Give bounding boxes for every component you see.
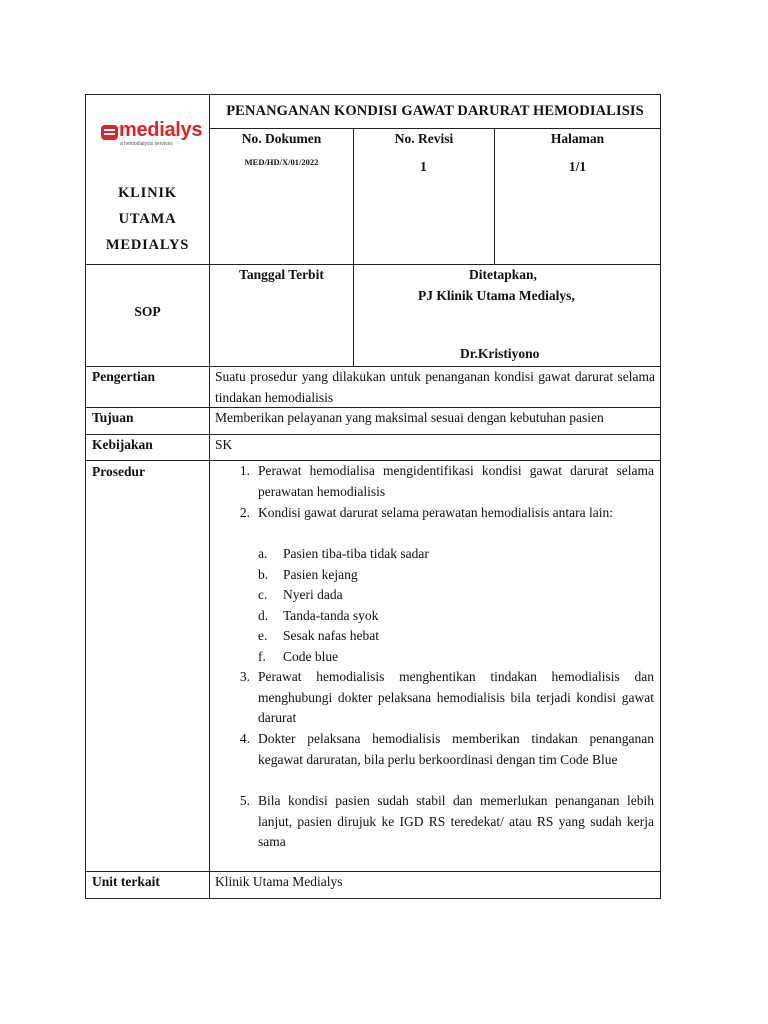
page-label: Halaman <box>550 131 605 146</box>
step-number: 3. <box>239 669 250 684</box>
clinic-name-line-2: UTAMA <box>118 211 177 227</box>
prosedur-divider <box>85 871 661 872</box>
revision-label: No. Revisi <box>394 131 454 146</box>
sub-item-letter: b. <box>258 566 269 582</box>
sub-item-text: Pasien tiba-tiba tidak sadar <box>283 546 429 561</box>
step-text: Kondisi gawat darurat selama perawatan hemodialisis antara lain: <box>258 505 613 520</box>
approver-name: Dr.Kristiyono <box>460 346 540 361</box>
kebijakan-text: SK <box>215 437 233 452</box>
revision-value: 1 <box>420 159 427 174</box>
unit-terkait-label: Unit terkait <box>92 874 160 889</box>
sub-item-text: Sesak nafas hebat <box>283 628 379 643</box>
kebijakan-label: Kebijakan <box>92 437 153 452</box>
doc-number-label: No. Dokumen <box>241 131 322 146</box>
page-value: 1/1 <box>568 159 587 174</box>
step-number: 2. <box>239 505 250 520</box>
border-bottom <box>85 898 661 899</box>
sub-item-text: Tanda-tanda syok <box>283 607 379 623</box>
issue-date-label: Tanggal Terbit <box>239 267 324 282</box>
prosedur-list <box>234 461 654 861</box>
sub-item-letter: d. <box>258 607 269 623</box>
step-number: 5. <box>239 793 250 808</box>
sub-item-text: Nyeri dada <box>283 587 343 602</box>
document-title: PENANGANAN KONDISI GAWAT DARURAT HEMODIALISIS <box>226 103 644 119</box>
sub-item-letter: e. <box>258 628 268 643</box>
pengertian-text: Suatu prosedur yang dilakukan untuk penanganan kondisi gawat darurat selama tindakan hemodialisis <box>215 369 655 405</box>
tujuan-text: Memberikan pelayanan yang maksimal sesuai dengan kebutuhan pasien <box>215 410 604 425</box>
label-column-divider <box>209 94 210 899</box>
doc-number-value: MED/HD/X/01/2022 <box>244 157 319 167</box>
sub-item-text: Pasien kejang <box>283 566 358 582</box>
clinic-name-line-3: MEDIALYS <box>105 237 190 253</box>
sub-item-text: Code blue <box>283 648 339 664</box>
sub-item-letter: f. <box>258 648 266 664</box>
step-text: Perawat hemodialisis menghentikan tindakan hemodialisis dan menghubungi dokter pelaksana hemodialisis bila terjadi kondisi gawat darurat <box>258 669 654 725</box>
logo-tagline: a hemodialysis services <box>120 141 173 147</box>
pengertian-label: Pengertian <box>92 369 155 384</box>
step-number: 4. <box>239 731 250 746</box>
step-text: Perawat hemodialisa mengidentifikasi kondisi gawat darurat selama perawatan hemodialisis <box>258 463 654 499</box>
sop-label: SOP <box>134 304 161 319</box>
clinic-name <box>86 180 209 258</box>
logo-wordmark: medialys <box>119 119 203 141</box>
approval-line-1: Ditetapkan, <box>469 267 537 282</box>
revision-column-divider <box>353 128 354 366</box>
approval-line-2: PJ Klinik Utama Medialys, <box>418 288 575 303</box>
tujuan-divider <box>85 434 661 435</box>
step-number: 1. <box>239 463 250 478</box>
border-top <box>85 94 661 95</box>
step-text: Bila kondisi pasien sudah stabil dan memerlukan penanganan lebih lanjut, pasien dirujuk ke IGD RS teredekat/ atau RS yang sudah kerja sama <box>258 793 654 849</box>
sub-item-letter: a. <box>258 546 268 561</box>
step-text: Dokter pelaksana hemodialisis memberikan tindakan penanganan kegawat daruratan, bila perlu berkoordinasi dengan tim Code Blue <box>258 731 654 767</box>
medialys-logo <box>100 119 203 150</box>
prosedur-label: Prosedur <box>92 464 145 479</box>
sub-item-letter: c. <box>258 587 268 602</box>
clinic-name-line-1: KLINIK <box>118 185 177 201</box>
border-right <box>660 94 661 899</box>
unit-terkait-text: Klinik Utama Medialys <box>215 874 343 889</box>
header-divider <box>85 264 661 265</box>
logo-mark-icon <box>100 122 120 144</box>
tujuan-label: Tujuan <box>92 410 134 425</box>
